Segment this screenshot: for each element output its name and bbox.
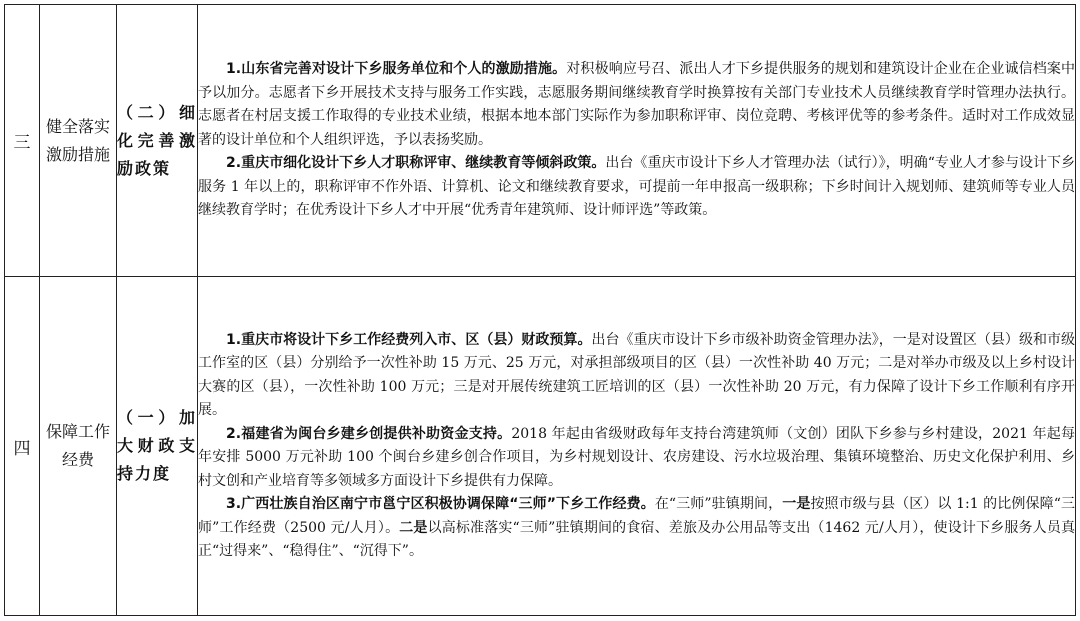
emphasis-text: 一是 bbox=[782, 496, 811, 512]
paragraph-heading: 1.山东省完善对设计下乡服务单位和个人的激励措施。 bbox=[226, 61, 567, 78]
row-number: 四 bbox=[5, 277, 40, 616]
paragraph-text: 出台《重庆市设计下乡市级补助资金管理办法》，一是对设置区（县）级和市级工作室的区（县）分别给予一次性补助 15 万元、25 万元，对承担部级项目的区（县）一次性补助 40 万元；二是对举办市级及以上乡村设计大赛的区（县），一次性补助 100 万元；三是对开展传统建筑工匠培训的区（县）一次性补助 20 万元，有力保障了设计下乡工作顺利有序开展。 bbox=[198, 331, 1075, 418]
table-row bbox=[5, 277, 1076, 616]
paragraph-heading: 2.福建省为闽台乡建乡创提供补助资金支持。 bbox=[226, 425, 512, 442]
paragraph-heading: 3.广西壮族自治区南宁市邕宁区积极协调保障“三师”下乡工作经费。 bbox=[226, 496, 655, 512]
policy-table bbox=[4, 4, 1076, 616]
category-cell: 健全落实激励措施 bbox=[40, 5, 117, 277]
paragraph bbox=[198, 423, 1075, 494]
paragraph-text: 在“三师”驻镇期间， bbox=[654, 496, 783, 512]
subcategory-cell: （二）细化完善激励政策 bbox=[117, 5, 198, 277]
category-cell: 保障工作经费 bbox=[40, 277, 117, 616]
paragraph-text: 2018 年起由省级财政每年支持台湾建筑师（文创）团队下乡参与乡村建设，2021 年起每年安排 5000 万元补助 100 个闽台乡建乡创合作项目，为乡村规划设计、农房建设、污水垃圾治理、集镇环境整治、历史文化保护利用、乡村文创和产业培育等多领域多方面设计下乡提供有力保障。 bbox=[198, 425, 1075, 489]
emphasis-text: 二是 bbox=[399, 519, 428, 536]
paragraph-heading: 2.重庆市细化设计下乡人才职称评审、继续教育等倾斜政策。 bbox=[226, 155, 606, 172]
paragraph-text: 出台《重庆市设计下乡人才管理办法（试行）》，明确“专业人才参与设计下乡服务 1 年以上的，职称评审不作外语、计算机、论文和继续教育要求，可提前一年申报高一级职称；下乡时间计入规划师、建筑师等专业人员继续教育学时；在优秀设计下乡人才中开展“优秀青年建筑师、设计师评选”等政策。 bbox=[198, 155, 1075, 219]
row-number: 三 bbox=[5, 5, 40, 277]
paragraph-text: 按照市级与县（区）以 1:1 的比例保障“三师”工作经费（2500 元/人月）。 bbox=[198, 496, 1075, 536]
paragraph bbox=[198, 329, 1075, 423]
subcategory-cell: （一）加大财政支持力度 bbox=[117, 277, 198, 616]
paragraph-text: 对积极响应号召、派出人才下乡提供服务的规划和建筑设计企业在企业诚信档案中予以加分。志愿者下乡开展技术支持与服务工作实践，志愿服务期间继续教育学时换算按有关部门专业技术人员继续教育学时管理办法执行。志愿者在村居支援工作取得的专业技术业绩，根据本地本部门实际作为参加职称评审、岗位竞聘、考核评优等的参考条件。适时对工作成效显著的设计单位和个人组织评选，予以表扬奖励。 bbox=[198, 61, 1076, 148]
content-cell bbox=[198, 5, 1076, 277]
paragraph bbox=[198, 152, 1075, 223]
table-row bbox=[5, 5, 1076, 277]
paragraph bbox=[198, 58, 1075, 152]
paragraph-heading: 1.重庆市将设计下乡工作经费列入市、区（县）财政预算。 bbox=[226, 331, 592, 348]
paragraph-text: 以高标准落实“三师”驻镇期间的食宿、差旅及办公用品等支出（1462 元/人月），使设计下乡服务人员真正“过得来”、“稳得住”、“沉得下”。 bbox=[198, 519, 1076, 559]
paragraph bbox=[198, 493, 1075, 564]
content-cell bbox=[198, 277, 1076, 616]
